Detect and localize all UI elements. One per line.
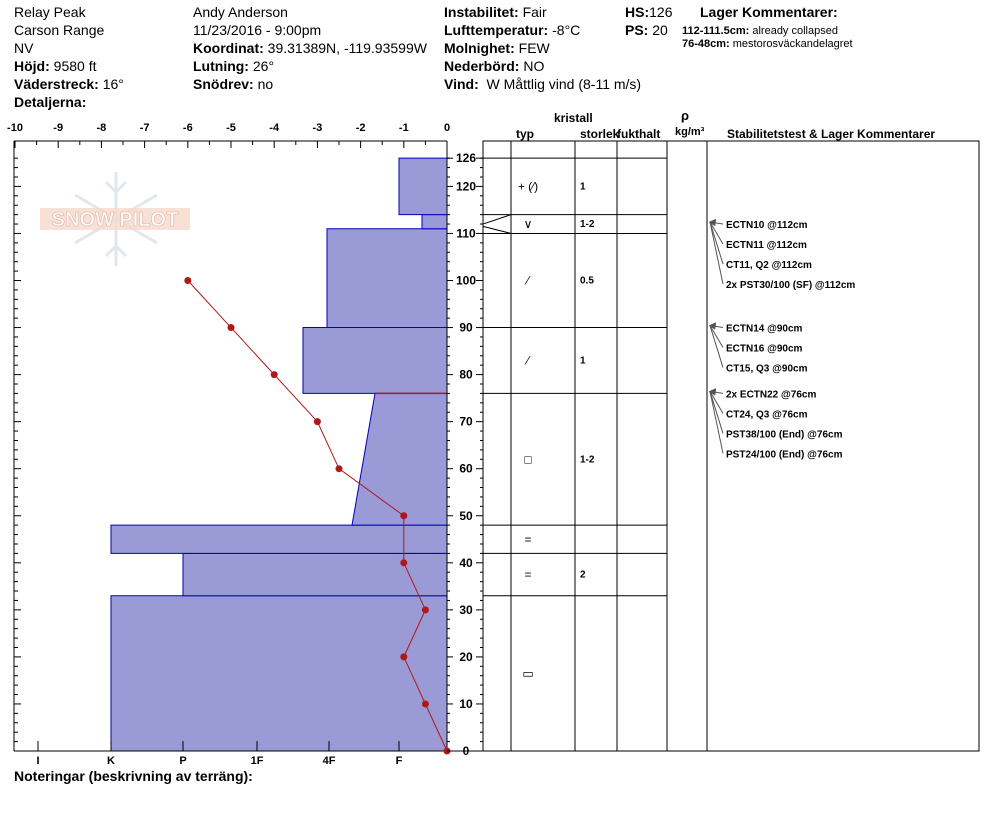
stability-test-leader bbox=[710, 222, 723, 264]
crystal-type-symbol: ▭ bbox=[522, 666, 534, 681]
observation-datetime: 11/23/2016 - 9:00pm bbox=[193, 22, 322, 38]
slope-label: Lutning: bbox=[193, 58, 249, 74]
arrow-icon bbox=[709, 388, 716, 395]
stability-test-leader bbox=[710, 326, 723, 348]
stability-test-label: ECTN10 @112cm bbox=[726, 220, 808, 232]
slope-value: 26° bbox=[252, 58, 275, 74]
crystal-header: kristall bbox=[554, 111, 593, 125]
hardness-layer bbox=[422, 215, 447, 229]
crystal-size: 1 bbox=[580, 355, 586, 367]
precip-label: Nederbörd: bbox=[444, 58, 520, 74]
stability-test-label: ECTN11 @112cm bbox=[726, 240, 807, 252]
hardness-layer bbox=[183, 553, 447, 595]
stability-test-label: CT11, Q2 @112cm bbox=[726, 260, 812, 272]
crystal-type-symbol: □ bbox=[524, 452, 532, 467]
coords-label: Koordinat: bbox=[193, 40, 264, 56]
layer-comment-text: already collapsed bbox=[752, 25, 838, 37]
snowdrift-value: no bbox=[257, 76, 274, 92]
state: NV bbox=[14, 40, 34, 56]
temperature-point bbox=[422, 700, 429, 707]
stability-test-leader bbox=[710, 222, 723, 284]
snowflake-watermark-icon bbox=[40, 172, 190, 266]
crystal-size: 2 bbox=[580, 569, 586, 581]
hardness-tick-label: I bbox=[36, 755, 40, 767]
stability-test-leader bbox=[710, 391, 723, 433]
observer: Andy Anderson bbox=[193, 4, 288, 20]
coords-value: 39.31389N, -119.93599W bbox=[267, 40, 427, 56]
stability-test-leader bbox=[710, 326, 723, 368]
snowdrift-label: Snödrev: bbox=[193, 76, 254, 92]
height-tick-label: 30 bbox=[459, 602, 473, 617]
height-tick-label: 80 bbox=[459, 367, 473, 382]
height-tick-label: 10 bbox=[459, 696, 473, 711]
crystal-type-symbol: ⁄ bbox=[526, 273, 530, 288]
crystal-type-symbol: ∨ bbox=[523, 217, 533, 232]
sky-value: FEW bbox=[518, 40, 550, 56]
stability-test-label: ECTN16 @90cm bbox=[726, 343, 803, 355]
stability-test-label: PST38/100 (End) @76cm bbox=[726, 429, 843, 441]
layer-comment-range: 76-48cm: bbox=[682, 38, 730, 50]
height-tick-label: 100 bbox=[455, 273, 477, 288]
height-tick-label: 70 bbox=[459, 414, 473, 429]
density-unit: kg/m³ bbox=[675, 126, 705, 138]
temperature-point bbox=[271, 371, 278, 378]
details-label: Detaljerna: bbox=[14, 94, 87, 110]
layer-connector bbox=[483, 215, 511, 224]
height-tick-label: 50 bbox=[459, 508, 473, 523]
density-symbol: ρ bbox=[681, 108, 690, 123]
airtemp-label: Lufttemperatur: bbox=[444, 22, 549, 38]
ps-value: 20 bbox=[652, 22, 668, 38]
hardness-tick-label: P bbox=[179, 755, 187, 767]
temp-tick-label: -2 bbox=[355, 122, 366, 134]
height-tick-label: 60 bbox=[459, 461, 473, 476]
height-tick-label: 120 bbox=[455, 179, 477, 194]
instability-value: Fair bbox=[522, 4, 547, 20]
hardness-layer bbox=[399, 158, 447, 214]
hardness-layer bbox=[303, 328, 447, 394]
temp-tick-label: -6 bbox=[182, 122, 193, 134]
stability-test-label: 2x ECTN22 @76cm bbox=[726, 389, 817, 401]
temp-tick-label: -9 bbox=[53, 122, 64, 134]
location-name: Relay Peak bbox=[14, 4, 86, 20]
hs-value: 126 bbox=[649, 4, 673, 20]
aspect-value: 16° bbox=[102, 76, 124, 92]
height-tick-label: 0 bbox=[462, 744, 470, 758]
hardness-layer bbox=[111, 596, 447, 751]
temperature-point bbox=[400, 512, 407, 519]
stability-test-label: ECTN14 @90cm bbox=[726, 323, 803, 335]
height-tick-label: 40 bbox=[459, 555, 473, 570]
size-header: storlek bbox=[580, 127, 620, 141]
height-tick-label: 126 bbox=[455, 151, 477, 166]
layer-comment-text: mestorosväckandelagret bbox=[732, 38, 853, 50]
aspect-label: Väderstreck: bbox=[14, 76, 99, 92]
ps-label: PS: bbox=[625, 22, 649, 38]
temperature-point bbox=[400, 653, 407, 660]
crystal-size: 1-2 bbox=[580, 219, 595, 231]
temp-tick-label: -1 bbox=[398, 122, 409, 134]
arrow-icon bbox=[709, 219, 716, 226]
stability-test-leader bbox=[710, 391, 723, 453]
crystal-type-symbol: = bbox=[524, 532, 532, 547]
layer-connector bbox=[483, 226, 511, 233]
notes-label: Noteringar (beskrivning av terräng): bbox=[14, 768, 253, 784]
layer-table-frame bbox=[483, 141, 979, 751]
airtemp-value: -8°C bbox=[552, 22, 581, 38]
stability-test-label: 2x PST30/100 (SF) @112cm bbox=[726, 280, 856, 292]
crystal-size: 0.5 bbox=[580, 275, 594, 287]
type-header: typ bbox=[516, 127, 534, 141]
temperature-point bbox=[314, 418, 321, 425]
elevation-value: 9580 ft bbox=[53, 58, 97, 74]
layer-comments-title: Lager Kommentarer: bbox=[700, 4, 838, 20]
arrow-icon bbox=[709, 323, 716, 330]
stability-test-label: PST24/100 (End) @76cm bbox=[726, 449, 843, 461]
stability-header: Stabilitetstest & Lager Kommentarer bbox=[727, 127, 936, 141]
instability-label: Instabilitet: bbox=[444, 4, 519, 20]
height-tick-label: 20 bbox=[459, 649, 473, 664]
hardness-tick-label: 1F bbox=[250, 755, 264, 767]
temp-tick-label: -10 bbox=[7, 122, 23, 134]
elevation-label: Höjd: bbox=[14, 58, 50, 74]
temp-tick-label: -7 bbox=[139, 122, 150, 134]
stability-test-label: CT24, Q3 @76cm bbox=[726, 409, 808, 421]
temperature-point bbox=[184, 277, 191, 284]
crystal-size: 1-2 bbox=[580, 454, 595, 466]
temp-tick-label: -8 bbox=[96, 122, 107, 134]
hardness-tick-label: F bbox=[395, 755, 403, 767]
crystal-type-symbol: + (⁄) bbox=[517, 179, 539, 194]
hardness-layer bbox=[352, 393, 447, 525]
temp-tick-label: -5 bbox=[226, 122, 236, 134]
precip-value: NO bbox=[523, 58, 545, 74]
mountain-range: Carson Range bbox=[14, 22, 105, 38]
crystal-type-symbol: = bbox=[524, 567, 532, 582]
temperature-point bbox=[422, 606, 429, 613]
temperature-point bbox=[400, 559, 407, 566]
hardness-tick-label: 4F bbox=[322, 755, 336, 767]
sky-label: Molnighet: bbox=[444, 40, 515, 56]
watermark-text: SNOW PILOT bbox=[51, 209, 179, 231]
temperature-point bbox=[228, 324, 235, 331]
moisture-header: fukthalt bbox=[617, 127, 661, 141]
temperature-point bbox=[336, 465, 343, 472]
stability-test-label: CT15, Q3 @90cm bbox=[726, 363, 808, 375]
height-tick-label: 110 bbox=[456, 226, 476, 241]
temp-tick-label: -4 bbox=[269, 122, 280, 134]
wind-label: Vind: bbox=[444, 76, 479, 92]
crystal-size: 1 bbox=[580, 181, 586, 193]
layer-comment-range: 112-111.5cm: bbox=[682, 25, 750, 37]
hs-label: HS: bbox=[625, 4, 650, 20]
temp-tick-label: 0 bbox=[443, 122, 451, 134]
hardness-tick-label: K bbox=[107, 755, 115, 767]
crystal-type-symbol: ⁄ bbox=[526, 353, 530, 368]
height-tick-label: 90 bbox=[459, 320, 473, 335]
hardness-layer bbox=[327, 229, 447, 328]
wind-value: W Måttlig vind (8-11 m/s) bbox=[486, 76, 642, 92]
temp-tick-label: -3 bbox=[312, 122, 323, 134]
hardness-layer bbox=[111, 525, 447, 553]
